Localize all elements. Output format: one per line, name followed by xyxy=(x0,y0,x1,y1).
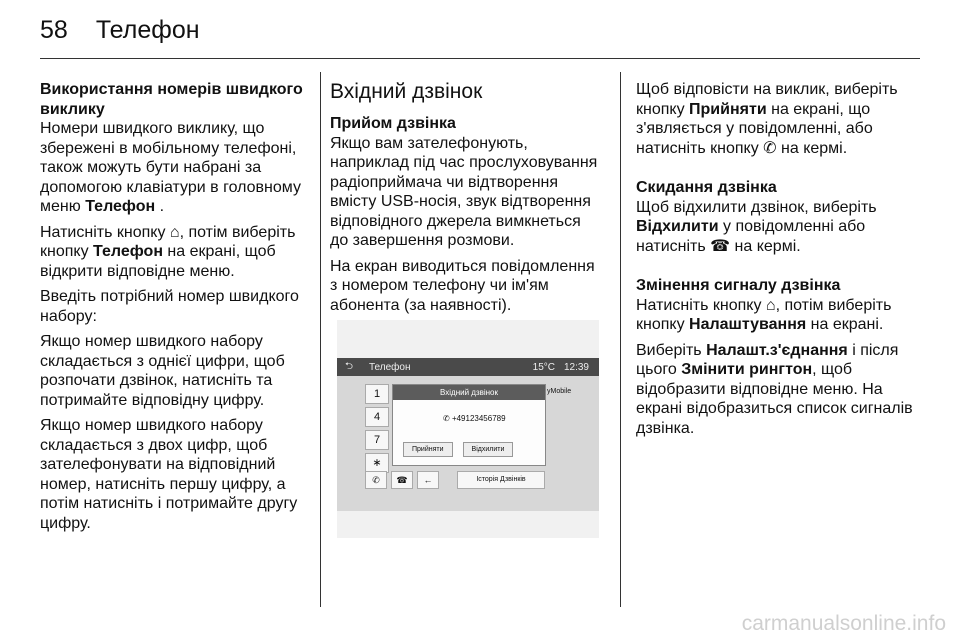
page-header xyxy=(40,10,200,50)
hangup-icon: ☎ xyxy=(391,471,413,489)
page-number: 58 xyxy=(40,15,68,44)
hangup-icon: ☎ xyxy=(710,237,731,255)
mobile-label: yMobile xyxy=(547,388,572,395)
screen-illustration xyxy=(337,320,599,538)
speed-dial-paragraph-2: Натисніть кнопку ⌂, потім виберіть кнопку Телефон на екрані, щоб відкрити відповідне меню. xyxy=(40,223,296,280)
ringtone-heading: Змінення сигналу дзвінка xyxy=(636,277,841,294)
column-3 xyxy=(636,80,916,444)
caller-number: ✆ +49123456789 xyxy=(443,414,506,423)
ringtone-paragraph-1: Натисніть кнопку ⌂, потім виберіть кнопку Налаштування на екрані. xyxy=(636,296,892,333)
watermark: carmanualsonline.info xyxy=(741,612,946,635)
keypad xyxy=(365,384,387,476)
speed-dial-paragraph-4: Якщо номер швидкого набору складається з однієї цифри, щоб розпочати дзвінок, натисніть та потримайте відповідну цифру. xyxy=(40,333,285,409)
speed-dial-heading: Використання номерів швидкого виклику xyxy=(40,81,303,118)
screen-title: Телефон xyxy=(369,361,411,373)
decline-button: Відхилити xyxy=(463,442,514,457)
speed-dial-paragraph-3: Введіть потрібний номер швидкого набору: xyxy=(40,288,299,325)
answer-paragraph: Щоб відповісти на виклик, виберіть кнопку Прийняти на екрані, що з'являється у повідомленні, або натисніть кнопку ✆ на кермі. xyxy=(636,81,898,157)
backspace-icon: ← xyxy=(417,471,439,489)
key-1: 1 xyxy=(365,384,389,404)
home-icon: ⌂ xyxy=(765,296,776,314)
header-rule xyxy=(40,58,920,59)
key-4: 4 xyxy=(365,407,389,427)
receive-call-heading: Прийом дзвінка xyxy=(330,115,456,132)
popup-title: Вхідний дзвінок xyxy=(393,385,545,400)
page-title: Телефон xyxy=(95,15,200,44)
column-1 xyxy=(40,80,312,539)
screen-time: 12:39 xyxy=(563,361,589,373)
screen-title-bar xyxy=(337,358,599,376)
column-2 xyxy=(330,80,602,321)
receive-call-paragraph-2: На екран виводиться повідомлення з номером телефону чи ім'ям абонента (за наявності). xyxy=(330,257,595,314)
column-divider-2 xyxy=(620,72,621,607)
phone-icon: ✆ xyxy=(443,414,450,423)
screen-display xyxy=(337,358,599,511)
key-star: ∗ xyxy=(365,453,389,473)
call-history-button: Історія Дзвінків xyxy=(457,471,545,489)
reject-paragraph: Щоб відхилити дзвінок, виберіть Відхилити у повідомленні або натисніть ☎ на кермі. xyxy=(636,198,877,255)
receive-call-paragraph-1: Якщо вам зателефонують, наприклад під час прослуховування радіоприймача чи відтворення вмісту USB-носія, звук відтворення відповідного джерела вимкнеться до завершення розмови. xyxy=(330,134,598,249)
incoming-call-title: Вхідний дзвінок xyxy=(330,80,483,103)
reject-heading: Скидання дзвінка xyxy=(636,179,777,196)
home-icon: ⌂ xyxy=(169,223,180,241)
call-icon: ✆ xyxy=(365,471,387,489)
screen-bottom-buttons xyxy=(365,471,439,489)
ringtone-paragraph-2: Виберіть Налашт.з'єднання і після цього Змінити рингтон, щоб відобразити відповідне меню. На екрані відобразиться список сигналів дзвінка. xyxy=(636,341,913,437)
key-7: 7 xyxy=(365,430,389,450)
handset-icon: ✆ xyxy=(763,139,777,157)
speed-dial-paragraph-1: Номери швидкого виклику, що збережені в мобільному телефоні, також можуть бути набрані за допомогою клавіатури в головному меню Телефон . xyxy=(40,120,301,215)
incoming-call-popup xyxy=(392,384,546,466)
back-icon: ⮌ xyxy=(345,360,354,372)
column-divider-1 xyxy=(320,72,321,607)
speed-dial-paragraph-5: Якщо номер швидкого набору складається з двох цифр, щоб зателефонувати на відповідний номер, натисніть першу цифру, а потім натисніть і потримайте другу цифру. xyxy=(40,417,298,532)
screen-temp: 15°C xyxy=(532,361,555,373)
accept-button: Прийняти xyxy=(403,442,453,457)
